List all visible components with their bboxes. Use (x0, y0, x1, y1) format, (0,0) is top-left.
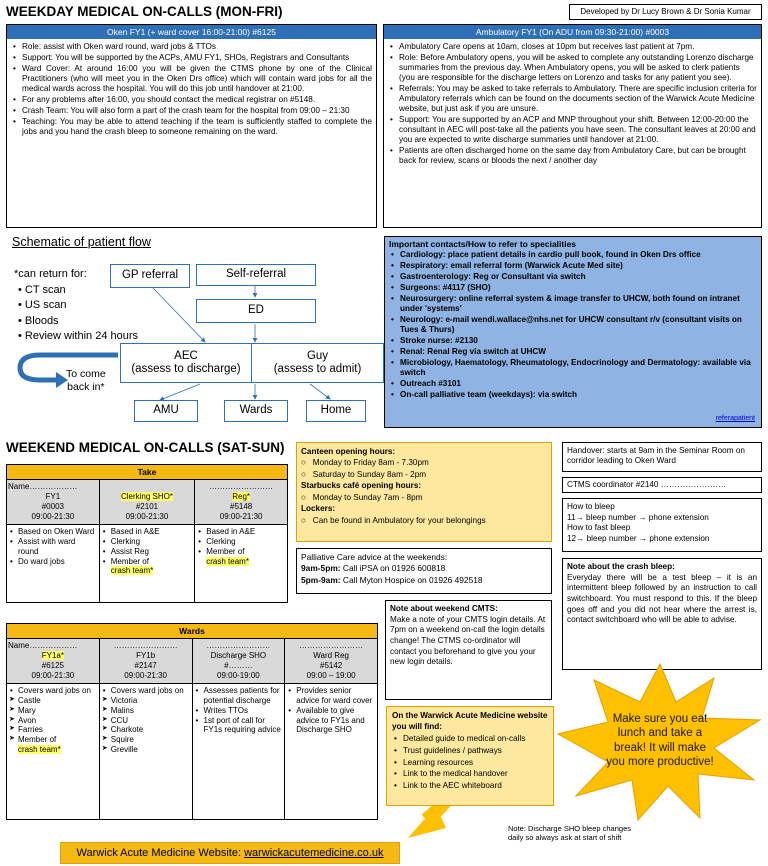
aec-cell (121, 344, 252, 382)
ward-item: ➤ Victoria (102, 696, 190, 706)
website-info-panel (386, 706, 554, 806)
duty-item: • Clerking (197, 537, 285, 547)
wards-role: FY1a* (41, 651, 64, 661)
ambulatory-item: • Referrals: You may be asked to take referrals to Ambulatory. There are specific inclusion criteria for Ambulatory referrals which can be found on the documents section of the Warwick Acute Medicine website, but just ask if you are unsure. (388, 84, 757, 114)
take-time: 09:00-21:30 (125, 512, 169, 522)
duty-item: • 1st port of call for FY1s requiring advice (195, 716, 283, 736)
ward-item: ➤ Farries (9, 725, 97, 735)
duty-text: Member of (206, 546, 245, 556)
take-time: 09:00-21:30 (219, 512, 263, 522)
duty-text: Member of (18, 735, 57, 745)
wards-col-fy1a (7, 639, 100, 684)
take-col-fy1 (7, 480, 100, 525)
wards-name: …………………… (299, 641, 364, 651)
take-name: Name……………… (8, 482, 78, 492)
website-footer (60, 842, 400, 864)
ward-item: ➤ CCU (102, 716, 190, 726)
wards-bleep: #2147 (134, 661, 157, 671)
crash-note-title: Note about the crash bleep: (567, 562, 675, 571)
star-message: Make sure you eat lunch and take a break! It will make you more productive! (606, 713, 714, 769)
guy-sublabel: (assess to admit) (273, 363, 362, 375)
crash-note-text: Everyday there will be a test bleep – it is an intermittent bleep followed by an instruction to call switchboard. You must respond to this. If the bleep goes off and you did not hear where the arrest is, contact switchboard who will be able to advise. (567, 572, 757, 625)
oken-item: • Ward Cover: At around 16:00 you will be given the CTMS phone by one of the Clinical Practitioners (who will meet you in the Oken Drs office) which will contain ward jobs for all the medical wards across the hospital. You will do this job until handover at 21:00. (11, 64, 372, 94)
oken-item: • For any problems after 16:00, you should contact the medical registrar on #5148. (11, 95, 372, 105)
cmts-text: Make a note of your CMTS login details. At 7pm on a weekend on-call the login details change! The CTMS co-ordinator will contact you beforehand to give you your new login details. (390, 614, 546, 667)
website-info-item: • Detailed guide to medical on-calls (392, 734, 548, 745)
wards-time: 09:00-21:30 (31, 671, 75, 681)
oken-item: • Role: assist with Oken ward round, ward jobs & TTOs (11, 42, 372, 52)
ed-box: ED (196, 299, 316, 323)
wards-duties-fy1a (7, 684, 100, 820)
contact-item: • Respiratory: email referral form (Warwick Acute Med site) (389, 261, 757, 271)
website-info-list (392, 734, 548, 791)
weekday-title: WEEKDAY MEDICAL ON-CALLS (MON-FRI) (6, 4, 283, 19)
starbucks-hours: Monday to Sunday 7am - 8pm (312, 492, 423, 502)
contact-item: • Neurosurgery: online referral system & image transfer to UHCW, both found on intranet under 'systems' (389, 294, 757, 314)
crash-team-label: crash team* (18, 744, 61, 754)
duty-item: • Provides senior advice for ward cover (287, 686, 375, 706)
duty-item: • Assist with ward round (9, 537, 97, 557)
bleep-howto-steps: 11→ bleep number → phone extension (567, 512, 709, 522)
ctms-coordinator: CTMS coordinator #2140 …………………… (562, 477, 762, 493)
take-bleep: #5148 (230, 502, 253, 512)
palliative-night-time: 5pm-9am: (301, 574, 341, 585)
canteen-title: Canteen opening hours: (301, 447, 396, 456)
can-return-title: *can return for: (14, 268, 87, 280)
take-duties-fy1 (7, 525, 100, 603)
lockers-title: Lockers: (301, 504, 336, 514)
palliative-panel (296, 548, 552, 594)
cmts-note-panel (385, 600, 552, 700)
take-role: Reg* (232, 492, 251, 502)
ambulatory-item: • Patients are often discharged home on the same day from Ambulatory Care, but can be brought back for review, scans or bloods the next / another day (388, 146, 757, 166)
crash-team-label: crash team* (206, 556, 249, 566)
duty-item: • Writes TTOs (195, 706, 283, 716)
palliative-title: Palliative Care advice at the weekends: (301, 552, 448, 562)
ambulatory-item: • Role: Before Ambulatory opens, you will be asked to complete any outstanding Lorenzo discharge summaries from the previous day. When Ambulatory opens, you will be asked to clerk patients (you are responsible for the discharge letters on Lorenzo and tasks for any patient you see). (388, 53, 757, 83)
ambulatory-item: • Ambulatory Care opens at 10am, closes at 10pm but receives last patient at 7pm. (388, 42, 757, 52)
wards-bleep: #……… (224, 661, 253, 671)
guy-cell (252, 350, 383, 376)
ward-item (9, 735, 97, 755)
crash-team-label: crash team* (110, 566, 154, 576)
ward-item: ➤ Malins (102, 706, 190, 716)
come-back-line1: To come (66, 368, 106, 380)
wards-duties-discharge (192, 684, 285, 820)
can-return-list: *can return for: • CT scan • US scan • Bloods • Review within 24 hours (14, 268, 139, 343)
duty-item: • Do ward jobs (9, 557, 97, 567)
take-role: Clerking SHO* (120, 492, 173, 502)
canteen-weekday-hours: Monday to Friday 8am - 7.30pm (312, 458, 429, 468)
discharge-sho-note: Note: Discharge SHO bleep changes daily so always ask at start of shift (508, 824, 631, 842)
wards-col-discharge (192, 639, 285, 684)
duty-item: • Assist Reg (102, 547, 193, 557)
duty-item: • Assesses patients for potential discharge (195, 686, 283, 706)
contact-item: • Surgeons: #4117 (SHO) (389, 283, 757, 293)
wards-duties-fy1b (99, 684, 192, 820)
contacts-list (389, 250, 757, 400)
take-role: FY1 (45, 492, 61, 502)
contacts-panel (384, 236, 762, 428)
wards-time: 09:00 – 19:00 (306, 671, 356, 681)
wards-col-fy1b (99, 639, 192, 684)
ambulatory-header: Ambulatory FY1 (On ADU from 09:30-21:00) #0003 (384, 25, 761, 39)
palliative-day-contact: Call iPSA on 01926 600818 (342, 563, 446, 574)
wards-box: Wards (224, 400, 288, 422)
wards-name: …………………… (206, 641, 271, 651)
duty-item: • Based on Oken Ward (9, 527, 97, 537)
ambulatory-item: • Support: You are supported by an ACP and MNP throughout your shift. Between 12:00-20:00 the consultant in AEC will post-take all the patients you have seen. The consultant leaves at 20:00 and you are expected to write discharge summaries until handover at 21:00. (388, 115, 757, 145)
aec-guy-box (120, 343, 384, 383)
aec-sublabel: (assess to discharge) (131, 363, 241, 375)
can-return-item: Bloods (24, 314, 59, 327)
take-table (6, 464, 288, 603)
schematic-title: Schematic of patient flow (12, 235, 151, 249)
crash-bleep-note (562, 558, 762, 670)
ward-item: ➤ Greville (102, 745, 190, 755)
wards-bleep: #6125 (41, 661, 64, 671)
take-col-reg (195, 480, 288, 525)
wards-duties-reg (285, 684, 378, 820)
contact-item: • Gastroenterology: Reg or Consultant via switch (389, 272, 757, 282)
duty-item: • Based in A&E (197, 527, 285, 537)
website-info-item: • Learning resources (392, 758, 548, 769)
palliative-day-time: 9am-5pm: (301, 563, 341, 574)
wards-bleep: #5142 (320, 661, 343, 671)
take-col-sho (99, 480, 195, 525)
ward-item: ➤ Squire (102, 735, 190, 745)
contact-item: • Neurology: e-mail wendi.wallace@nhs.net for UHCW consultant r/v (consultant visits on Tues & Thurs) (389, 315, 757, 335)
come-back-line2: back in* (67, 380, 105, 393)
oken-item: • Teaching: You may be able to attend teaching if the team is sufficiently staffed to complete the jobs and you hand the crash bleep to someone remaining on the ward. (11, 117, 372, 137)
oken-item: • Crash Team: You will also form a part of the crash team for the hospital from 09:00 – 21:30 (11, 106, 372, 116)
palliative-night-contact: Call Myton Hospice on 01926 492518 (342, 574, 483, 585)
contact-item: • Renal: Renal Reg via switch at UHCW (389, 347, 757, 357)
can-return-item: US scan (24, 299, 67, 312)
wards-name: …………………… (113, 641, 178, 651)
ward-item: ➤ Avon (9, 716, 97, 726)
credit: Developed by Dr Lucy Brown & Dr Sonia Kumar (569, 4, 762, 20)
take-name (101, 482, 194, 492)
take-duties-sho (99, 525, 195, 603)
self-referral-box: Self-referral (196, 264, 316, 286)
footer-label: Warwick Acute Medicine Website: (76, 847, 241, 859)
weekend-title: WEEKEND MEDICAL ON-CALLS (SAT-SUN) (6, 440, 285, 455)
contact-item: • Cardiology: place patient details in cardio pull book, found in Oken Drs office (389, 250, 757, 260)
wards-time: 09:00-21:30 (124, 671, 167, 681)
come-back-label (66, 368, 106, 393)
duty-item: • Covers ward jobs on (9, 686, 97, 696)
duty-item (102, 557, 193, 577)
website-info-title: On the Warwick Acute Medicine website you will find: (392, 711, 548, 731)
canteen-panel: Canteen opening hours: ○ Monday to Friday 8am - 7.30pm ○ Saturday to Sunday 8am - 2pm Starbucks café opening hours: ○ Monday to Sunday 7am - 8pm Lockers: ○ Can be found in Ambulatory for your belongings (296, 442, 552, 542)
duty-item: • Available to give advice to FY1s and Discharge SHO (287, 706, 375, 735)
take-duties-reg (195, 525, 288, 603)
gp-referral-box: GP referral (110, 264, 190, 288)
website-info-item: • Link to the medical handover (392, 769, 548, 780)
cmts-title: Note about weekend CMTS: (390, 604, 498, 613)
take-title: Take (7, 465, 288, 480)
amu-box: AMU (134, 400, 198, 422)
aec-label: AEC (174, 349, 198, 362)
website-info-item: • Link to the AEC whiteboard (392, 781, 548, 792)
referapatient-link[interactable]: referapatient (715, 415, 755, 423)
home-box: Home (306, 400, 366, 422)
contacts-title: Important contacts/How to refer to specialities (389, 239, 577, 249)
can-return-item: Review within 24 hours (24, 330, 139, 343)
can-return-item: CT scan (24, 283, 66, 296)
canteen-weekend-hours: Saturday to Sunday 8am - 2pm (312, 469, 427, 479)
footer-website-link[interactable]: warwickacutemedicine.co.uk (244, 847, 384, 859)
fast-bleep-title: How to fast bleep (567, 523, 631, 533)
contact-item: • Outreach #3101 (389, 379, 757, 389)
starbucks-title: Starbucks café opening hours: (301, 481, 422, 491)
oken-header: Oken FY1 (+ ward cover 16:00-21:00) #6125 (7, 25, 376, 39)
fast-bleep-steps: 12→ bleep number → phone extension (567, 533, 710, 543)
duty-item: • Based in A&E (102, 527, 193, 537)
ward-item: ➤ Castle (9, 696, 97, 706)
contact-item: • On-call palliative team (weekdays): via switch (389, 390, 757, 400)
oken-item: • Support: You will be supported by the ACPs, AMU FY1, SHOs, Registrars and Consultants (11, 53, 372, 63)
take-bleep: #2101 (135, 502, 159, 512)
wards-title: Wards (7, 624, 378, 639)
contact-item: • Microbiology, Haematology, Rheumatology, Endocrinology and Dermatology: available via switch (389, 358, 757, 378)
lockers-text: Can be found in Ambulatory for your belongings (312, 515, 486, 525)
ward-item: ➤ Charkote (102, 725, 190, 735)
wards-col-reg (285, 639, 378, 684)
wards-name: Name……………… (8, 641, 78, 651)
wards-time: 09:00-19:00 (217, 671, 260, 681)
duty-item: • Covers ward jobs on (102, 686, 190, 696)
bleep-howto-title: How to bleep (567, 502, 615, 511)
duty-item (197, 547, 285, 567)
take-name: …………………… (209, 482, 274, 492)
wards-role: FY1b (136, 651, 156, 661)
bleep-howto-panel (562, 498, 762, 552)
wards-role: Ward Reg (313, 651, 349, 661)
wards-table (6, 623, 378, 820)
take-bleep: #0003 (41, 502, 64, 512)
handover-panel: Handover: starts at 9am in the Seminar Room on corridor leading to Oken Ward (562, 442, 762, 472)
contact-item: • Stroke nurse: #2130 (389, 336, 757, 346)
wards-role: Discharge SHO (210, 651, 267, 661)
duty-item: • Clerking (102, 537, 193, 547)
duty-text: Member of (110, 556, 149, 566)
guy-label: Guy (306, 349, 329, 362)
ward-item: ➤ Mary (9, 706, 97, 716)
website-info-item: • Trust guidelines / pathways (392, 746, 548, 757)
take-time: 09:00-21:30 (31, 512, 75, 522)
